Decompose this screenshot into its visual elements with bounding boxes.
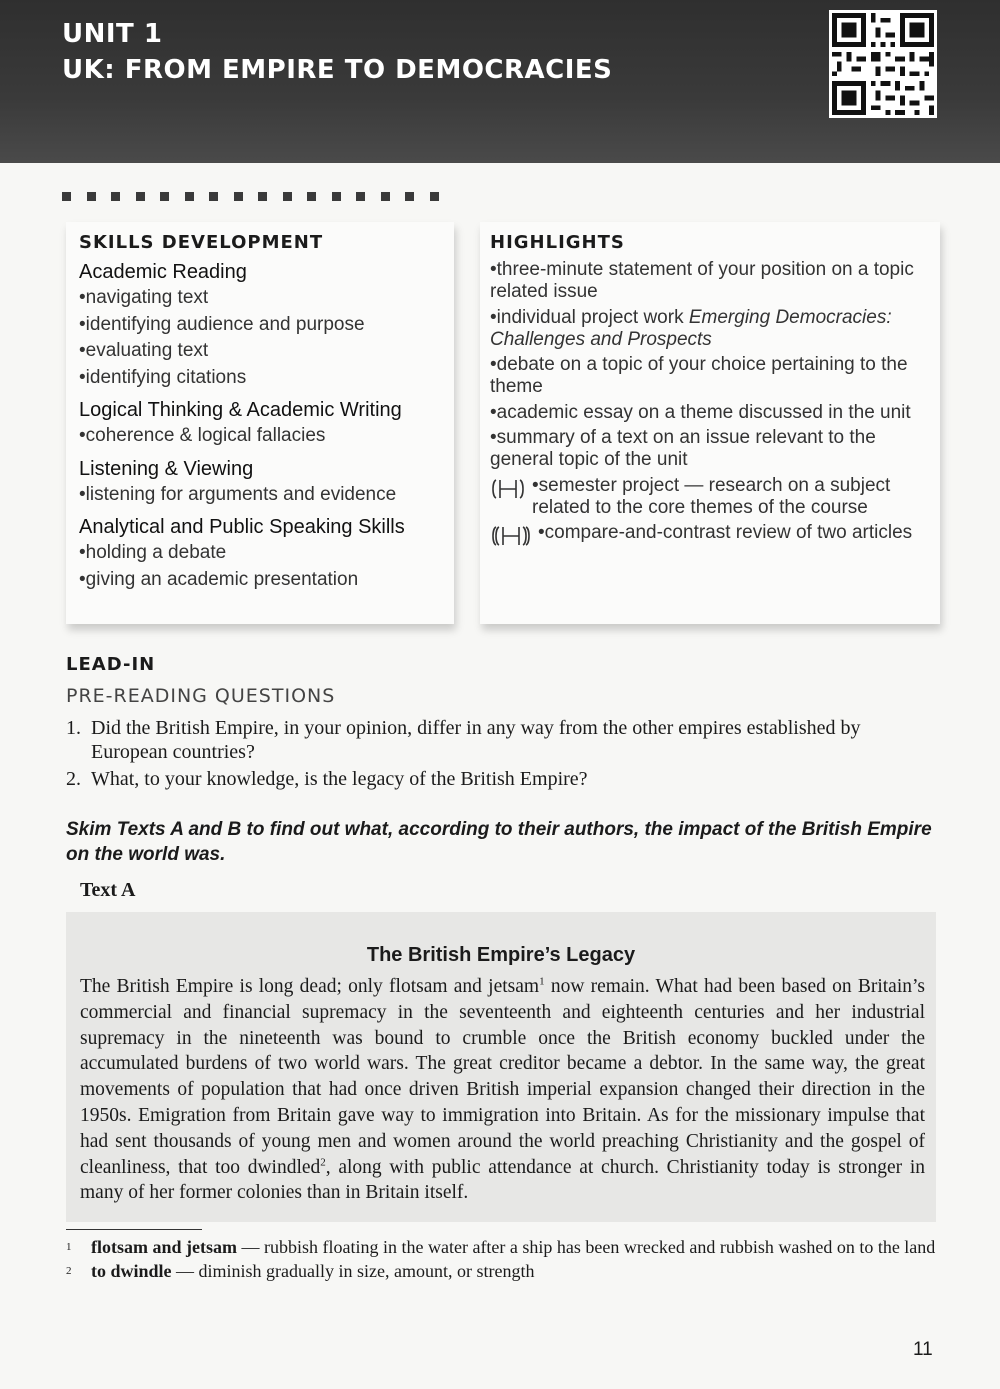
skill-item: • identifying citations bbox=[79, 365, 454, 392]
skills-heading: SKILLS DEVELOPMENT bbox=[79, 232, 324, 253]
skill-item: • giving an academic presentation bbox=[79, 567, 454, 594]
page-number: 11 bbox=[913, 1339, 933, 1360]
skill-item: • navigating text bbox=[79, 285, 454, 312]
text-a-body: The British Empire is long dead; only flotsam and jetsam$^1$ now remain. What had been based on Britain’s commercial and financial supremacy in the seventeenth and eighteenth centuries and her industrial supremacy in the nineteenth was bound to crumble once the British economy buckled under the accumulated burdens of two world wars. The great creditor became a debtor. In the same way, the great movements of population that had once driven British imperial expansion changed their direction in the 1950s. Emigration from Britain gave way to immigration into Britain. As for the missionary impulse that had sent thousands of young men and women around the world preaching Christianity and the gospel of cleanliness, that too dwindled$^2$, along with public attendance at church. Christianity today is stronger in many of her former colonies than in Britain itself. bbox=[80, 975, 925, 1204]
footnote-ref: 2 bbox=[320, 1156, 326, 1169]
footnote-text: flotsam and jetsam — rubbish floating in the water after a ship has been wrecked and rubbish washed on to the land bbox=[91, 1237, 936, 1257]
skill-item: • holding a debate bbox=[79, 540, 454, 567]
project-bracket-icon bbox=[490, 525, 534, 553]
highlight-item: • three-minute statement of your position on a topic related issue bbox=[490, 259, 930, 303]
decorative-dots bbox=[62, 192, 439, 201]
unit-header bbox=[0, 0, 1000, 163]
pre-reading-heading: PRE-READING QUESTIONS bbox=[66, 685, 336, 707]
highlight-text: • semester project — research on a subject related to the core themes of the course bbox=[532, 475, 930, 519]
skim-instruction: Skim Texts A and B to find out what, according to their authors, the impact of the British Empire on the world was. bbox=[66, 819, 932, 865]
highlight-text: individual project work bbox=[496, 306, 689, 328]
highlight-item bbox=[490, 475, 930, 519]
lead-in-heading: LEAD-IN bbox=[66, 654, 156, 675]
text-a-label: Text A bbox=[80, 879, 136, 901]
qr-code-icon bbox=[829, 10, 937, 118]
project-bracket-icon bbox=[490, 478, 528, 506]
footnote-divider bbox=[66, 1229, 202, 1230]
skills-development-panel bbox=[66, 222, 454, 624]
highlight-item: • debate on a topic of your choice pertaining to the theme bbox=[490, 354, 930, 398]
highlight-item: • academic essay on a theme discussed in the unit bbox=[490, 402, 930, 424]
footnote-number: 1 bbox=[66, 1241, 72, 1253]
unit-title bbox=[62, 16, 612, 88]
question-item bbox=[66, 767, 936, 791]
unit-name: UK: FROM EMPIRE TO DEMOCRACIES bbox=[62, 55, 613, 85]
skills-list bbox=[79, 259, 454, 593]
question-text: Did the British Empire, in your opinion, differ in any way from the other empires established by European countries? bbox=[91, 717, 861, 763]
highlight-item bbox=[490, 522, 930, 553]
text-a-box bbox=[66, 912, 936, 1222]
footnotes bbox=[66, 1236, 936, 1284]
highlight-item: • summary of a text on an issue relevant to the general topic of the unit bbox=[490, 427, 930, 471]
question-number: 1. bbox=[66, 717, 81, 739]
skill-item: • coherence & logical fallacies bbox=[79, 423, 454, 450]
highlight-item bbox=[490, 307, 930, 351]
footnote bbox=[66, 1260, 936, 1283]
footnote-number: 2 bbox=[66, 1265, 72, 1277]
skill-category: Listening & Viewing bbox=[79, 457, 254, 480]
question-item bbox=[66, 716, 936, 764]
footnote bbox=[66, 1236, 936, 1259]
highlight-text: • compare-and-contrast review of two articles bbox=[538, 522, 912, 544]
footnote-term: flotsam and jetsam bbox=[91, 1237, 237, 1257]
question-list bbox=[66, 716, 936, 794]
skill-item: • identifying audience and purpose bbox=[79, 312, 454, 339]
skill-category: Academic Reading bbox=[79, 261, 247, 283]
footnote-ref: 1 bbox=[539, 975, 545, 988]
text-a-title: The British Empire’s Legacy bbox=[366, 944, 636, 966]
highlights-heading: HIGHLIGHTS bbox=[490, 232, 625, 253]
highlights-list bbox=[490, 259, 930, 553]
skill-item: • evaluating text bbox=[79, 338, 454, 365]
highlights-panel bbox=[480, 222, 940, 624]
unit-number: UNIT 1 bbox=[62, 19, 163, 49]
project-title: Emerging Democracies: Challenges and Prospects bbox=[490, 306, 892, 350]
footnote-text: to dwindle — diminish gradually in size, amount, or strength bbox=[91, 1261, 535, 1281]
skill-category: Analytical and Public Speaking Skills bbox=[79, 516, 405, 538]
skill-item: • listening for arguments and evidence bbox=[79, 482, 454, 509]
question-number: 2. bbox=[66, 768, 81, 790]
question-text: What, to your knowledge, is the legacy of the British Empire? bbox=[91, 768, 588, 790]
skill-category: Logical Thinking & Academic Writing bbox=[79, 399, 402, 421]
footnote-term: to dwindle bbox=[91, 1261, 172, 1281]
